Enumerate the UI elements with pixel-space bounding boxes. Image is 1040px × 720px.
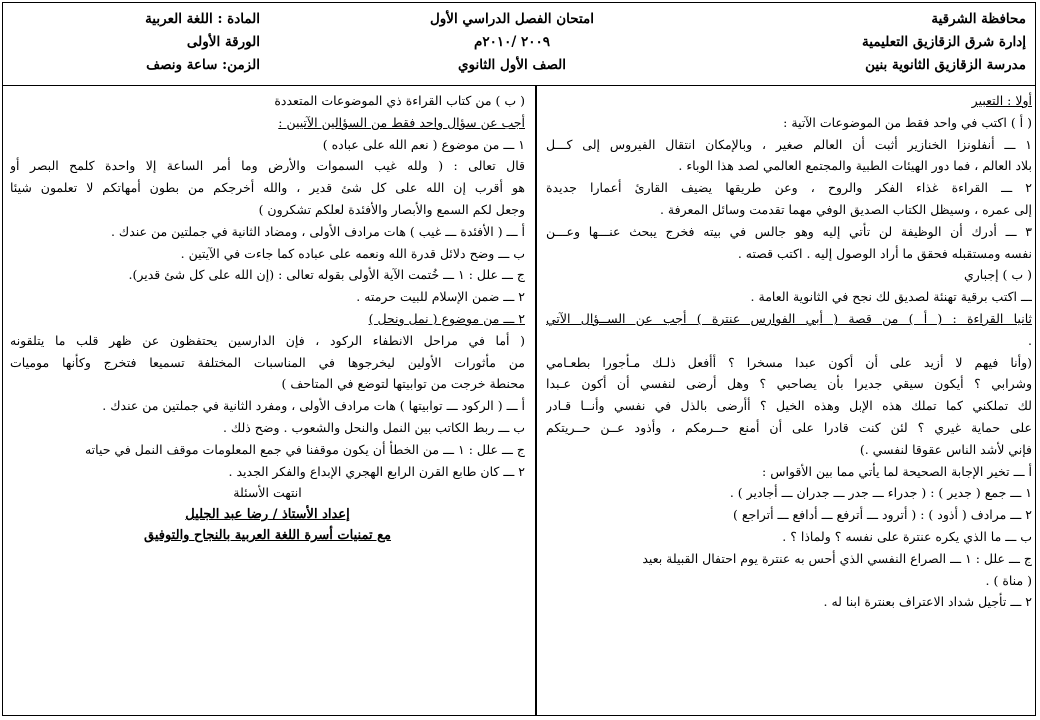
grade-level: الصف الأول الثانوي: [457, 57, 567, 73]
text-line: إلى عمره ، وسيظل الكتاب الصديق الوفي مهما تقدمت وسائل المعرفة .: [659, 201, 1032, 217]
text-line: هو أقرب إن الله على كل شئ قدير ، والله أخرجكم من بطون أمهاتكم لا تعلمون شيئا: [10, 180, 525, 196]
text-line: ٢ ـــ القراءة غذاء الفكر والروح ، وعن طريقها يضيف القارئ أعمارا جديدة: [546, 180, 1032, 196]
right-column: [546, 90, 1032, 613]
text-line: ( أما في مراحل الانطفاء الركود ، فإن الدارسين يحتفظون عن ظهر قلب ما يتلقونه: [10, 332, 525, 348]
text-line: ج ـــ علل : ١ ـــ الصراع النفسي الذي أحس به عنترة يوم احتفال القبيلة بعيد: [642, 550, 1032, 566]
text-line: ٢ ـــ كان طابع القرن الرابع الهجري الإبداع والفكر الجديد .: [228, 463, 525, 479]
text-line: وجعل لكم السمع والأبصار والأفئدة لعلكم تشكرون ): [258, 201, 525, 217]
governorate: محافظة الشرقية: [931, 11, 1026, 27]
text-line: ب ـــ وضح دلائل قدرة الله ونعمه على عباده كما جاءت في الآيتين .: [180, 245, 525, 261]
text-line: ٣ ـــ أدرك أن الوظيفة لن تأتي إليه وهو جالس في بيته فخرج يبحث عنـــها وعـــن: [546, 223, 1032, 239]
best-wishes: مع تمنيات أسرة اللغة العربية بالنجاح والتوفيق: [143, 528, 392, 544]
text-line: ١ ـــ أنفلونزا الخنازير أثبت أن العالم صغير ، وبالإمكان انتقال الفيروس إلى كـــل: [546, 136, 1032, 152]
exam-duration: الزمن: ساعة ونصف: [146, 57, 260, 73]
text-line: ١ ـــ من موضوع ( نعم الله على عباده ): [322, 136, 525, 152]
text-line: ( مناة ) .: [985, 572, 1032, 588]
text-line: ( ب ) من كتاب القراءة ذي الموضوعات المتعددة: [274, 93, 525, 108]
header-school-info: [696, 8, 1026, 77]
text-line: أ ـــ ( الركود ـــ توابيتها ) هات مرادف الأولى ، ومفرد الثانية في جملتين من عندك .: [102, 398, 525, 414]
text-line: أجب عن سؤال واحد فقط من السؤالين الآتيين :: [278, 114, 525, 130]
text-line: ٢ ـــ مرادف ( أذود ) : ( أترود ـــ أترفع ـــ أدافع ـــ أتراجع ): [733, 507, 1032, 523]
exam-year: ٢٠٠٩ /٢٠١٠م: [473, 34, 551, 50]
prepared-by: إعداد الأستاذ / رضا عبد الجليل: [185, 507, 350, 523]
text-line: ج ـــ علل : ١ ـــ خُتمت الآية الأولى بقوله تعالى : (إن الله على كل شئ قدير).: [128, 267, 525, 283]
text-line: من مأثورات الأولين ليخرجوها في المناسبات المختلفة تسميعا فتخرج وكأنها موميات: [10, 354, 525, 370]
text-line: أ ـــ ( الأفئدة ـــ غيب ) هات مرادف الأولى ، ومضاد الثانية في جملتين من عندك .: [110, 223, 525, 239]
text-line: ٢ ـــ ضمن الإسلام للبيت حرمته .: [356, 289, 525, 305]
text-line: بلاد العالم ، فما دور الهيئات الطبية والمجتمع العالمي لصد هذا الوباء .: [678, 158, 1032, 174]
end-of-questions: انتهت الأسئلة: [233, 485, 302, 501]
exam-title: امتحان الفصل الدراسي الأول: [429, 11, 595, 27]
header-exam-info: [382, 8, 642, 77]
text-line: فإني لأشد الناس عقوقا لنفسي .): [859, 441, 1032, 457]
text-line: ٢ ـــ من موضوع ( نمل ونحل ): [368, 310, 525, 326]
text-line: ثانيا القراءة : ( أ ) من قصة ( أبي الفوارس عنترة ) أجب عن الســؤال الآتي: [546, 310, 1032, 326]
school-name: مدرسة الزقازيق الثانوية بنين: [865, 57, 1026, 73]
subject: المادة : اللغة العربية: [145, 11, 260, 27]
text-line: أ ـــ تخير الإجابة الصحيحة لما يأتي مما بين الأقواس :: [762, 463, 1032, 479]
text-line: .: [1028, 332, 1032, 348]
text-line: محنطة خرجت من توابيتها لتوضع في المتاحف ): [281, 376, 525, 392]
text-line: ١ ـــ جمع ( جدير ) : ( جدراء ـــ جدر ـــ جدران ـــ أجادير ) .: [729, 485, 1032, 501]
text-line: على حماية غيري ؟ لئن كنت قادرا على أن أمنع حــرمكم ، وأذود عــن حــريتكم: [546, 419, 1032, 435]
text-line: ٢ ـــ تأجيل شداد الاعتراف بعنترة ابنا له .: [823, 594, 1032, 610]
text-line: (وأنا فيهم لا أزيد على أن أكون عبدا مسخرا ؟ أأفعل ذلـك مـأجورا بطعـامي: [546, 354, 1032, 370]
paper-number: الورقة الأولى: [186, 34, 260, 50]
text-line: وشرابي ؟ أيكون سيقي جديرا بأن يصاحبي ؟ وهل أرضى لنفسي أن أكون عـبدا: [546, 376, 1032, 392]
text-line: ب ـــ ربط الكاتب بين النمل والنحل والشعوب . وضح ذلك .: [222, 419, 525, 435]
text-line: نفسه ومستقبله فحقق ما أراد الوصول إليه . اكتب قصته .: [737, 245, 1032, 261]
column-divider: [535, 86, 537, 716]
text-line: ب ـــ ما الذي يكره عنترة على نفسه ؟ ولماذا ؟ .: [782, 528, 1032, 544]
text-line: ( ب ) إجباري: [963, 267, 1032, 283]
text-line: أولا : التعبير: [971, 93, 1032, 108]
text-line: لك تملكني كما تملك هذه الإبل وهذه الخيل ؟ أأرضى بالذل في نفسي وأنــا قـادر: [546, 398, 1032, 414]
text-line: ج ـــ علل : ١ ـــ من الخطأ أن يكون موقفنا في جمع المعلومات موقف النمل في حياته: [84, 441, 525, 457]
left-column: [10, 90, 525, 546]
directorate: إدارة شرق الزقازيق التعليمية: [862, 34, 1026, 50]
exam-header: [2, 2, 1036, 86]
text-line: ( أ ) اكتب في واحد فقط من الموضوعات الآتية :: [783, 114, 1032, 130]
text-line: قال تعالى : ( ولله غيب السموات والأرض وما أمر الساعة إلا واحدة كلمح البصر أو: [10, 158, 525, 174]
text-line: ـــ اكتب برقية تهنئة لصديق لك نجح في الثانوية العامة .: [750, 289, 1032, 305]
header-subject-info: [20, 8, 260, 77]
